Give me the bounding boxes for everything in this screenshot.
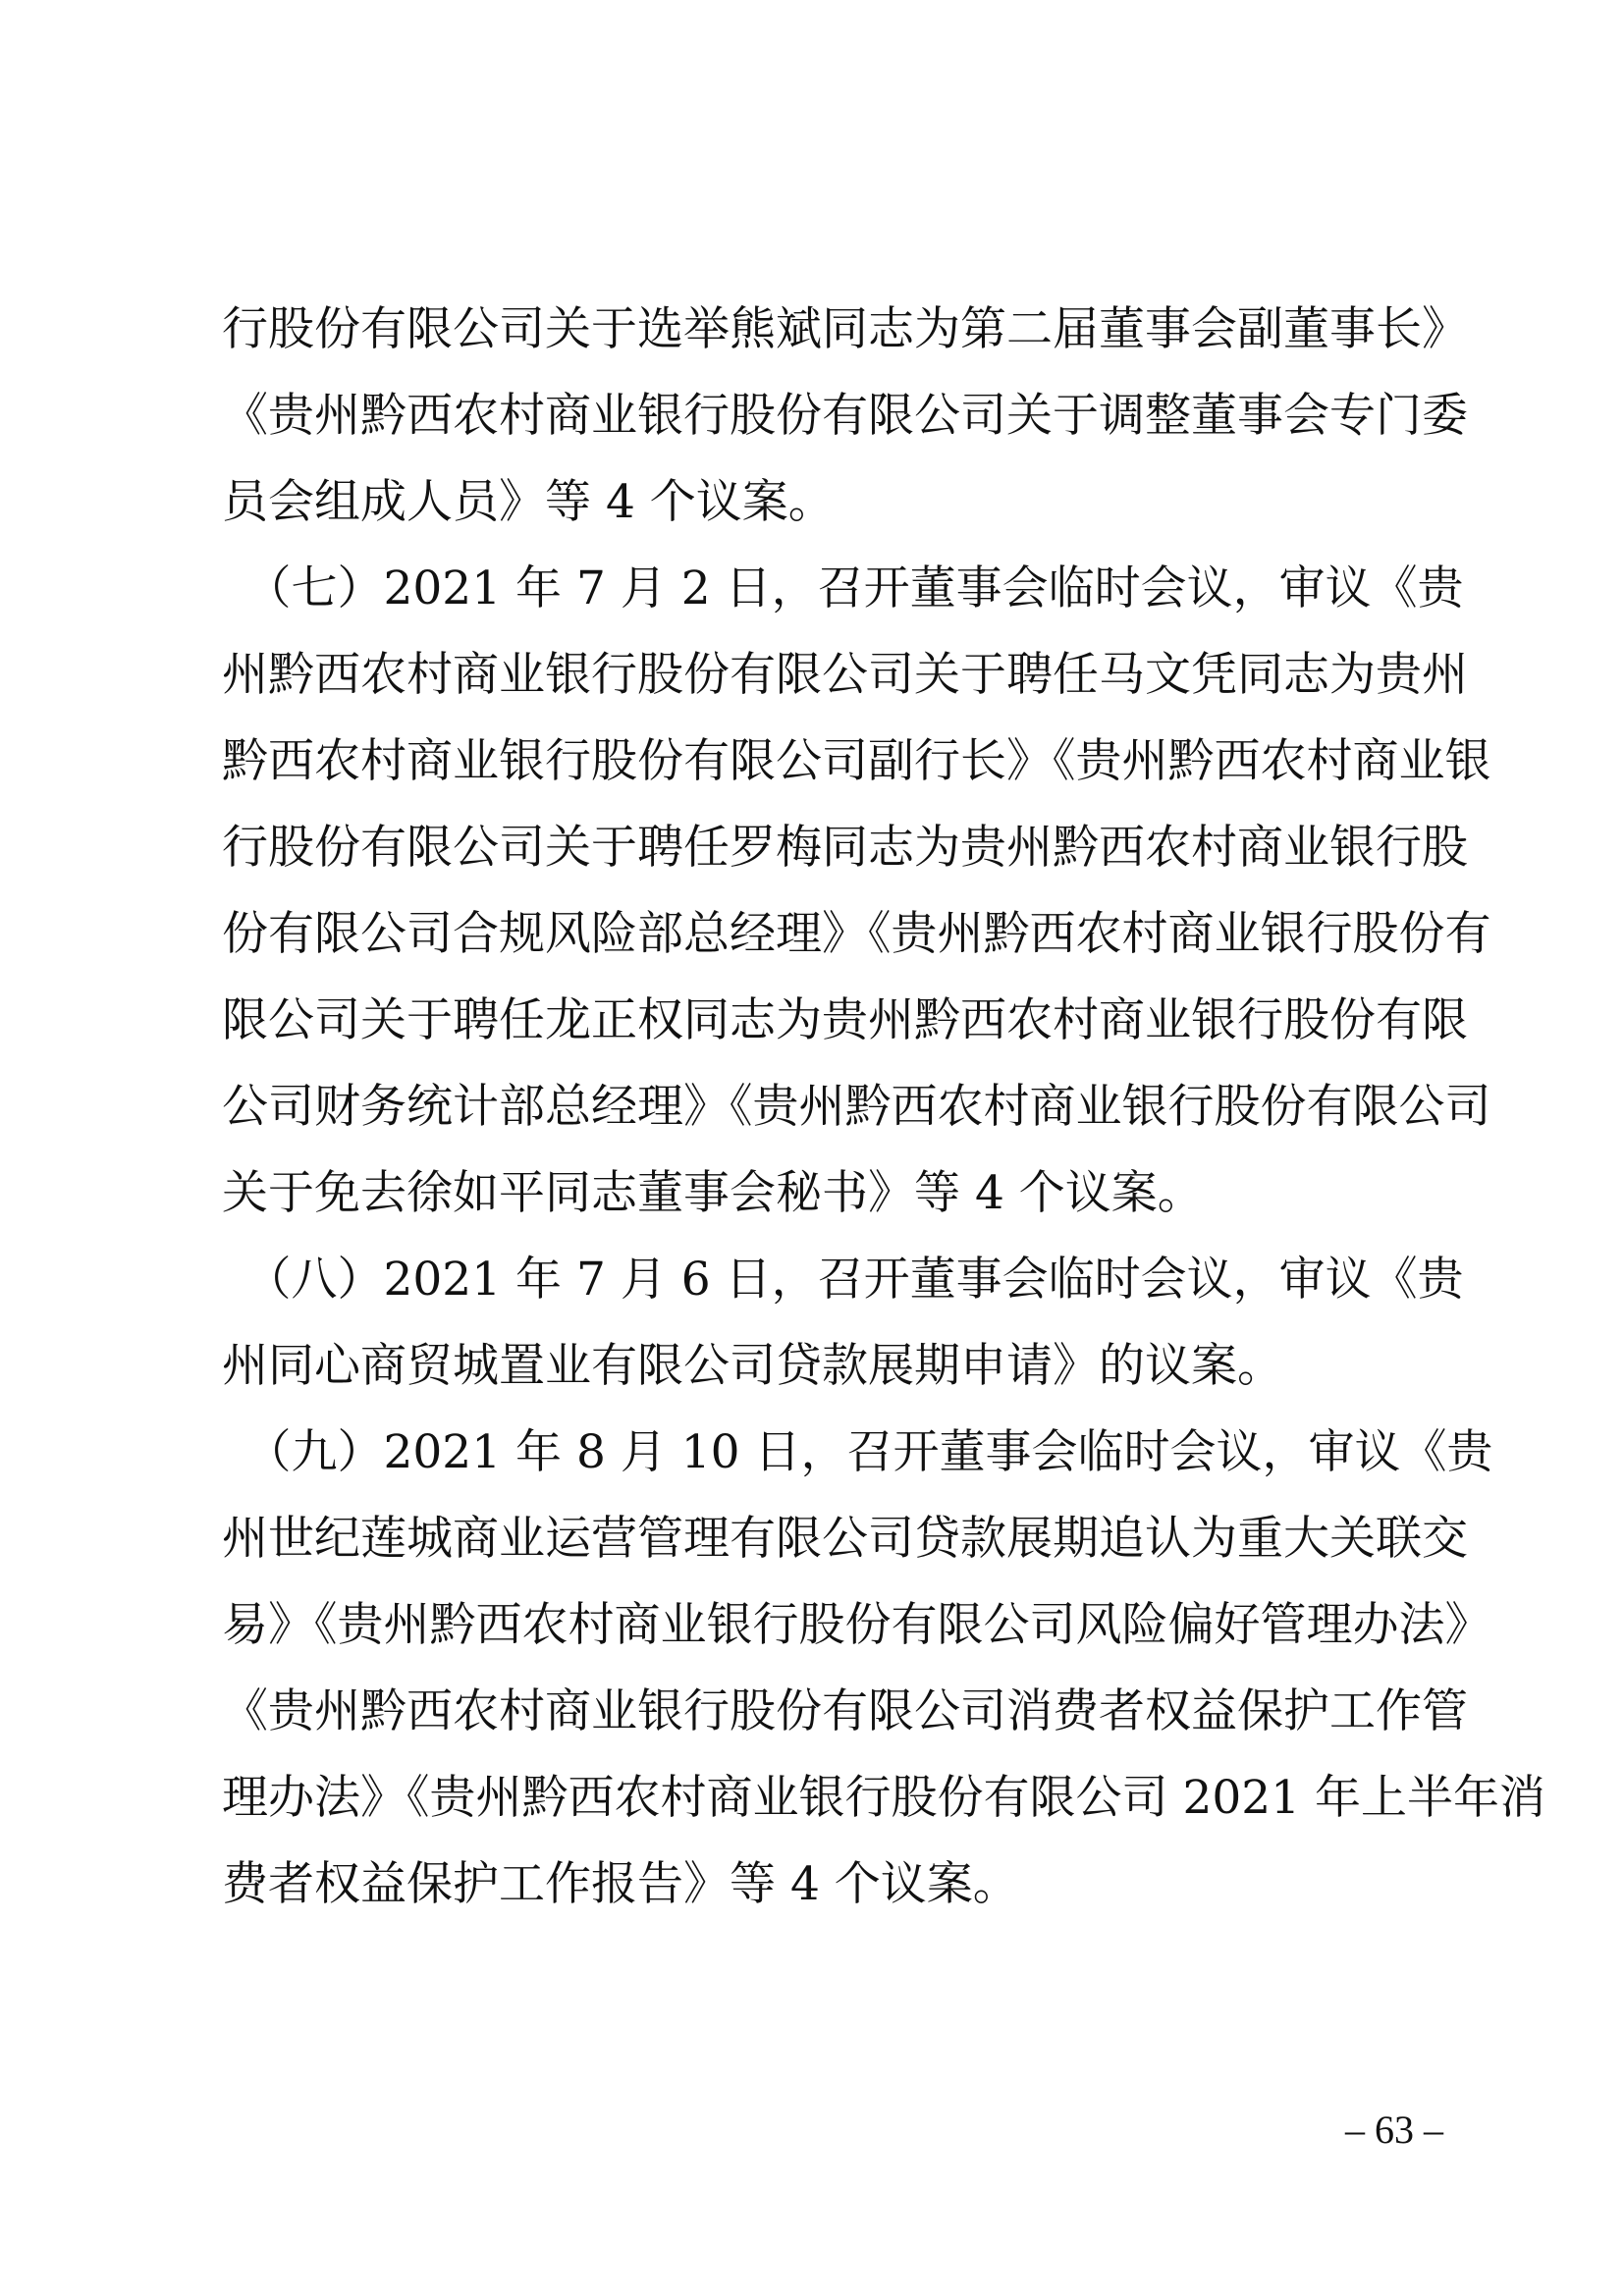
text-line: 关于免去徐如平同志董事会秘书》等 4 个议案。 [222,1166,1204,1220]
page-number: – 63 – [1345,2108,1443,2152]
text-line: 公司财务统计部总经理》《贵州黔西农村商业银行股份有限公司 [222,1080,1491,1134]
text-line: 州同心商贸城置业有限公司贷款展期申请》的议案。 [222,1339,1283,1393]
text-line: 易》《贵州黔西农村商业银行股份有限公司风险偏好管理办法》 [222,1598,1491,1652]
text-line: （九）2021 年 8 月 10 日，召开董事会临时会议，审议《贵 [222,1425,1493,1479]
paragraph-item-eight [222,1237,1464,1410]
text-line: 黔西农村商业银行股份有限公司副行长》《贵州黔西农村商业银 [222,734,1491,788]
text-line: （八）2021 年 7 月 6 日，召开董事会临时会议，审议《贵 [222,1253,1464,1307]
text-line: 份有限公司合规风险部总经理》《贵州黔西农村商业银行股份有 [222,907,1491,961]
paragraph-item-seven [222,546,1491,1237]
body-text [222,287,1545,1928]
text-line: 行股份有限公司关于聘任罗梅同志为贵州黔西农村商业银行股 [222,821,1468,875]
text-line: 费者权益保护工作报告》等 4 个议案。 [222,1857,1019,1911]
text-line: 理办法》《贵州黔西农村商业银行股份有限公司 2021 年上半年消 [222,1771,1545,1825]
text-line: 《贵州黔西农村商业银行股份有限公司消费者权益保护工作管 [222,1684,1468,1738]
text-line: 《贵州黔西农村商业银行股份有限公司关于调整董事会专门委 [222,389,1468,443]
text-line: 行股份有限公司关于选举熊斌同志为第二届董事会副董事长》 [222,302,1468,356]
text-line: （七）2021 年 7 月 2 日，召开董事会临时会议，审议《贵 [222,561,1464,615]
text-line: 州世纪莲城商业运营管理有限公司贷款展期追认为重大关联交 [222,1512,1468,1566]
text-line: 限公司关于聘任龙正权同志为贵州黔西农村商业银行股份有限 [222,993,1468,1047]
paragraph-continuation [222,287,1468,546]
text-line: 员会组成人员》等 4 个议案。 [222,475,835,529]
paragraph-item-nine [222,1410,1545,1928]
text-line: 州黔西农村商业银行股份有限公司关于聘任马文凭同志为贵州 [222,648,1468,702]
